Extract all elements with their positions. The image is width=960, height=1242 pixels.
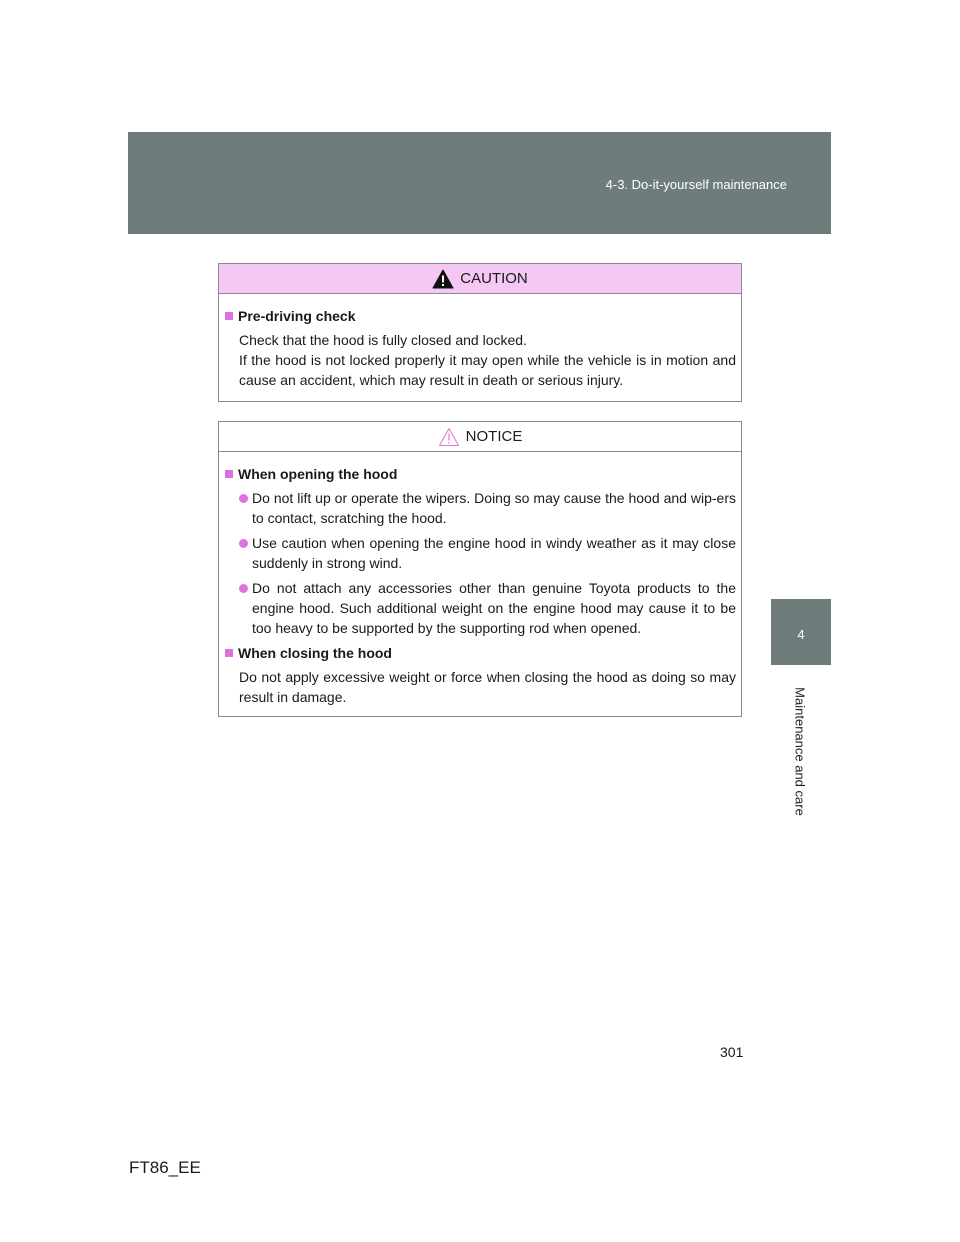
dot-bullet-icon bbox=[239, 539, 248, 548]
square-bullet-icon bbox=[225, 649, 233, 657]
list-item bbox=[225, 533, 736, 573]
caution-body bbox=[219, 294, 741, 390]
page-number: 301 bbox=[720, 1044, 744, 1060]
heading-text: When closing the hood bbox=[238, 645, 392, 661]
chapter-number: 4 bbox=[797, 627, 805, 642]
square-bullet-icon bbox=[225, 312, 233, 320]
document-code: FT86_EE bbox=[129, 1158, 201, 1177]
notice-title: NOTICE bbox=[465, 428, 523, 445]
header-band bbox=[128, 132, 831, 234]
caution-paragraph: If the hood is not locked properly it may open while the vehicle is in motion and cause an accident, which may result in death or serious injury. bbox=[239, 352, 736, 388]
square-bullet-icon bbox=[225, 470, 233, 478]
heading-text: When opening the hood bbox=[238, 466, 398, 482]
notice-box bbox=[218, 421, 742, 717]
warning-icon bbox=[432, 269, 454, 289]
notice-item-heading bbox=[225, 464, 736, 484]
warning-outline-icon bbox=[438, 427, 460, 447]
notice-item-heading bbox=[225, 643, 736, 663]
list-item-text: Do not attach any accessories other than genuine Toyota products to the engine hood. Such additional weight on the engine hood may cause it to be too heavy to be supported by the supporting rod when opened. bbox=[252, 580, 736, 636]
caution-paragraph: Check that the hood is fully closed and locked. bbox=[239, 332, 527, 348]
caution-title: CAUTION bbox=[460, 270, 528, 287]
list-item bbox=[225, 488, 736, 528]
notice-paragraph: Do not apply excessive weight or force when closing the hood as doing so may result in damage. bbox=[239, 669, 736, 705]
chapter-tab bbox=[771, 599, 831, 665]
chapter-label bbox=[788, 676, 812, 836]
caution-box bbox=[218, 263, 742, 402]
list-item bbox=[225, 578, 736, 638]
caution-item-heading bbox=[225, 306, 736, 326]
list-item-text: Use caution when opening the engine hood in windy weather as it may close suddenly in strong wind. bbox=[252, 535, 736, 571]
notice-header bbox=[219, 422, 741, 452]
chapter-label-text: Maintenance and care bbox=[792, 687, 808, 816]
heading-text: Pre-driving check bbox=[238, 308, 356, 324]
caution-header bbox=[219, 264, 741, 294]
section-title: 4-3. Do-it-yourself maintenance bbox=[605, 177, 787, 192]
dot-bullet-icon bbox=[239, 494, 248, 503]
dot-bullet-icon bbox=[239, 584, 248, 593]
list-item-text: Do not lift up or operate the wipers. Doing so may cause the hood and wip-ers to contact, scratching the hood. bbox=[252, 490, 736, 526]
notice-body bbox=[219, 452, 741, 707]
